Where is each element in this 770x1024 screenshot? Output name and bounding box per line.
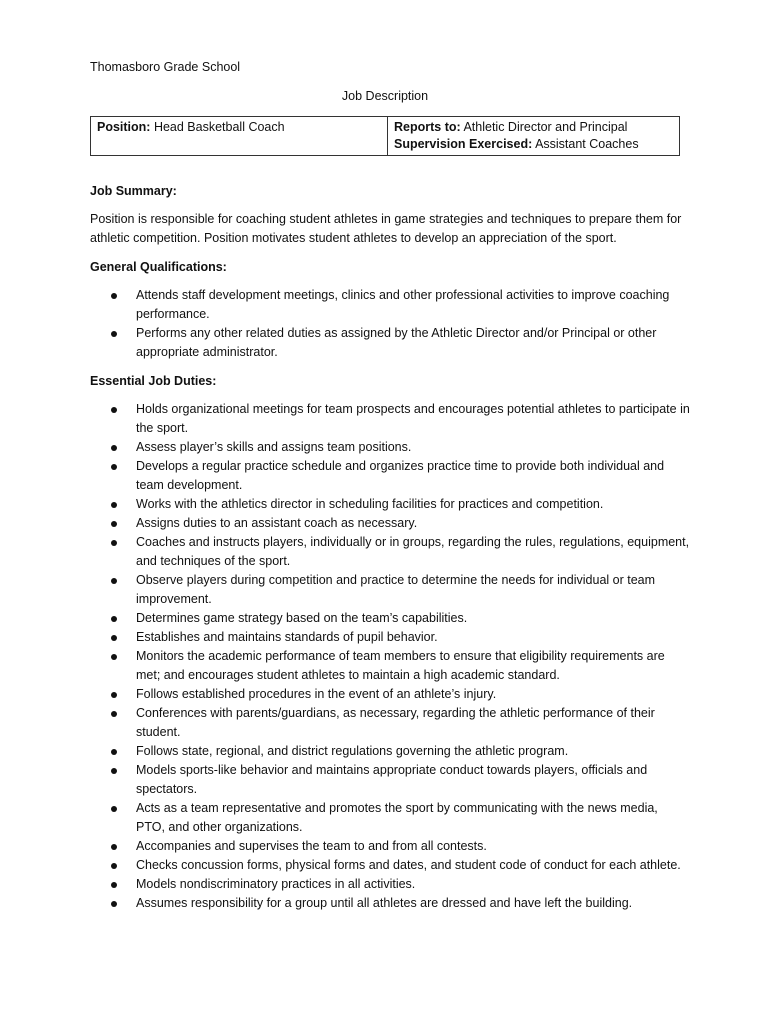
reports-to-value: Athletic Director and Principal (463, 120, 628, 134)
list-item-text: Acts as a team representative and promotes the sport by communicating with the news media, PTO, and other organizations. (136, 801, 658, 834)
list-item (90, 704, 690, 742)
bullet-icon (111, 768, 117, 774)
bullet-icon (111, 293, 117, 299)
bullet-icon (111, 521, 117, 527)
list-item (90, 571, 690, 609)
list-item-text: Performs any other related duties as assigned by the Athletic Director and/or Principal or other appropriate administrator. (136, 326, 657, 359)
supervision-label: Supervision Exercised: (394, 137, 533, 151)
list-item (90, 837, 690, 856)
list-item (90, 457, 690, 495)
list-item-text: Models sports-like behavior and maintains appropriate conduct towards players, officials and spectators. (136, 763, 648, 796)
list-item (90, 286, 690, 324)
list-item-text: Establishes and maintains standards of pupil behavior. (136, 630, 438, 644)
list-item-text: Observe players during competition and practice to determine the needs for individual or team improvement. (136, 573, 656, 606)
list-item-text: Works with the athletics director in scheduling facilities for practices and competition. (136, 497, 604, 511)
bullet-icon (111, 882, 117, 888)
list-item (90, 742, 690, 761)
bullet-icon (111, 331, 117, 337)
list-item-text: Conferences with parents/guardians, as necessary, regarding the athletic performance of their student. (136, 706, 655, 739)
list-item (90, 609, 690, 628)
list-item-text: Follows state, regional, and district regulations governing the athletic program. (136, 744, 569, 758)
list-item (90, 894, 690, 913)
list-item (90, 875, 690, 894)
info-table (90, 116, 680, 156)
essential-duties-list (90, 400, 690, 913)
bullet-icon (111, 502, 117, 508)
position-cell (91, 117, 388, 156)
document-body (90, 182, 690, 923)
general-qualifications-list (90, 286, 690, 362)
bullet-icon (111, 540, 117, 546)
list-item (90, 856, 690, 875)
list-item (90, 799, 690, 837)
bullet-icon (111, 901, 117, 907)
list-item (90, 533, 690, 571)
bullet-icon (111, 863, 117, 869)
list-item-text: Follows established procedures in the event of an athlete’s injury. (136, 687, 497, 701)
list-item (90, 685, 690, 704)
bullet-icon (111, 654, 117, 660)
list-item (90, 647, 690, 685)
list-item-text: Assumes responsibility for a group until all athletes are dressed and have left the building. (136, 896, 633, 910)
list-item (90, 628, 690, 647)
list-item-text: Assess player’s skills and assigns team positions. (136, 440, 412, 454)
list-item (90, 514, 690, 533)
bullet-icon (111, 407, 117, 413)
bullet-icon (111, 578, 117, 584)
list-item (90, 438, 690, 457)
list-item-text: Determines game strategy based on the team’s capabilities. (136, 611, 468, 625)
list-item-text: Accompanies and supervises the team to and from all contests. (136, 839, 487, 853)
bullet-icon (111, 445, 117, 451)
list-item-text: Attends staff development meetings, clinics and other professional activities to improve coaching performance. (136, 288, 670, 321)
list-item-text: Holds organizational meetings for team prospects and encourages potential athletes to participate in the sport. (136, 402, 690, 435)
list-item (90, 324, 690, 362)
bullet-icon (111, 806, 117, 812)
list-item (90, 400, 690, 438)
bullet-icon (111, 616, 117, 622)
list-item-text: Coaches and instructs players, individually or in groups, regarding the rules, regulations, equipment, and techniques of the sport. (136, 535, 690, 568)
bullet-icon (111, 635, 117, 641)
list-item-text: Monitors the academic performance of team members to ensure that eligibility requirements are met; and encourages student athletes to maintain a high academic standard. (136, 649, 665, 682)
job-summary-text: Position is responsible for coaching student athletes in game strategies and techniques to prepare them for athletic competition. Position motivates student athletes to develop an appreciation of the sport. (90, 212, 682, 245)
reports-cell (388, 117, 680, 156)
bullet-icon (111, 464, 117, 470)
bullet-icon (111, 711, 117, 717)
list-item (90, 761, 690, 799)
essential-duties-heading: Essential Job Duties: (90, 374, 217, 388)
list-item (90, 495, 690, 514)
info-table-row (91, 117, 680, 156)
document-title: Job Description (341, 89, 429, 103)
supervision-line (394, 136, 673, 153)
position-label: Position: (97, 120, 151, 134)
list-item-text: Assigns duties to an assistant coach as necessary. (136, 516, 418, 530)
supervision-value: Assistant Coaches (535, 137, 639, 151)
school-name: Thomasboro Grade School (90, 60, 241, 74)
position-value: Head Basketball Coach (153, 120, 285, 134)
general-qualifications-heading: General Qualifications: (90, 260, 227, 274)
reports-to-line (394, 119, 673, 136)
list-item-text: Models nondiscriminatory practices in all activities. (136, 877, 416, 891)
bullet-icon (111, 749, 117, 755)
job-summary-heading: Job Summary: (90, 184, 177, 198)
list-item-text: Checks concussion forms, physical forms and dates, and student code of conduct for each athlete. (136, 858, 681, 872)
reports-to-label: Reports to: (394, 120, 461, 134)
list-item-text: Develops a regular practice schedule and organizes practice time to provide both individual and team development. (136, 459, 665, 492)
bullet-icon (111, 844, 117, 850)
bullet-icon (111, 692, 117, 698)
